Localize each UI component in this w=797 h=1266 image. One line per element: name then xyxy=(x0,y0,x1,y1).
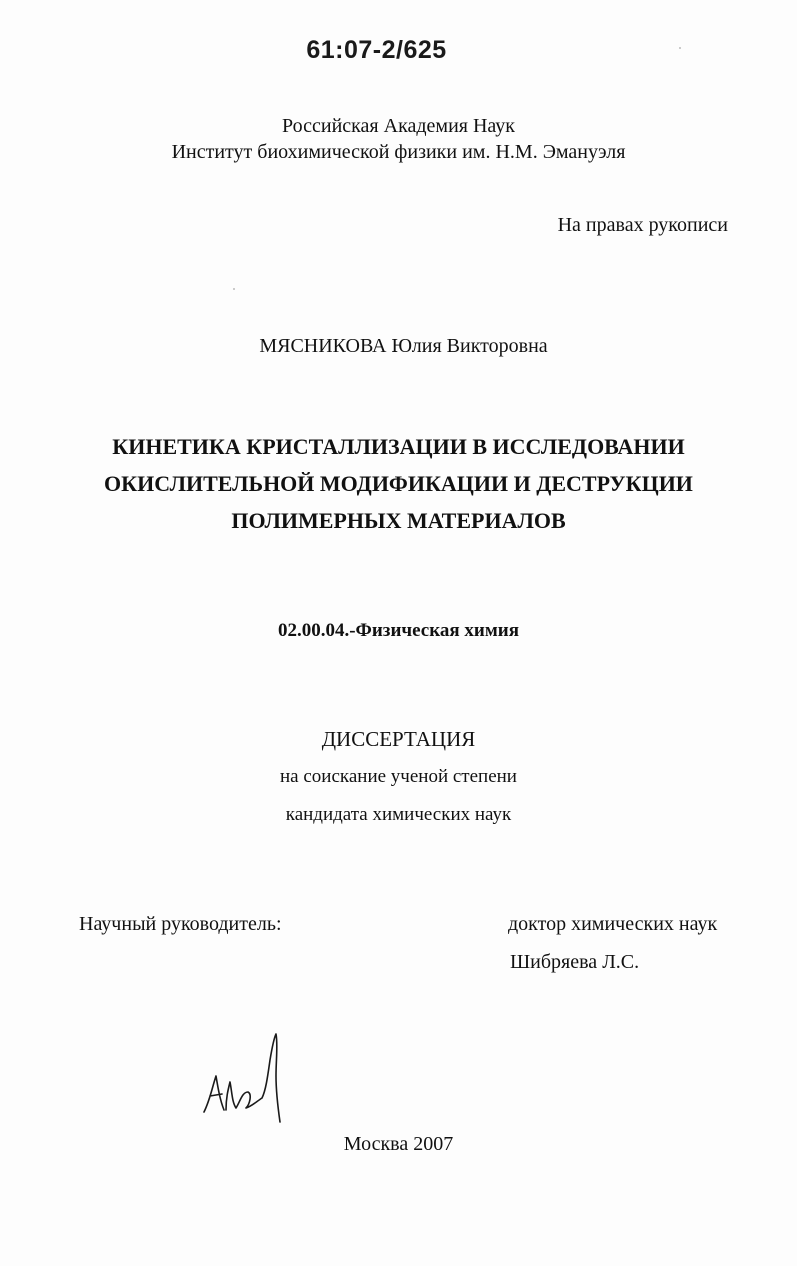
dissertation-title xyxy=(0,428,797,539)
supervisor-academic-title: доктор химических наук xyxy=(508,913,718,935)
degree-line-1: на соискание ученой степени xyxy=(280,766,517,787)
author-name-text: МЯСНИКОВА Юлия Викторовна xyxy=(259,335,548,357)
scan-speck xyxy=(233,288,235,290)
organization-line-2: Институт биохимической физики им. Н.М. Эмануэля xyxy=(171,141,626,163)
title-line-3: ПОЛИМЕРНЫХ МАТЕРИАЛОВ xyxy=(231,508,566,533)
supervisor-label: Научный руководитель: xyxy=(79,913,282,935)
rights-notice: На правах рукописи xyxy=(557,214,728,236)
specialty-code: 02.00.04.-Физическая химия xyxy=(277,620,520,641)
supervisor-name: Шибряева Л.С. xyxy=(510,951,640,973)
stamp-number-text: 61:07-2/625 xyxy=(306,36,447,64)
title-line-2: ОКИСЛИТЕЛЬНОЙ МОДИФИКАЦИИ И ДЕСТРУКЦИИ xyxy=(104,471,693,496)
handwritten-signature xyxy=(196,1030,288,1126)
author-name xyxy=(0,335,797,358)
archive-stamp-number xyxy=(0,36,797,65)
city-and-year: Москва 2007 xyxy=(343,1133,454,1155)
organization-line-1: Российская Академия Наук xyxy=(281,115,516,137)
document-type: ДИССЕРТАЦИЯ xyxy=(321,727,476,751)
scan-speck xyxy=(679,47,681,49)
degree-line-2: кандидата химических наук xyxy=(285,804,512,825)
title-line-1: КИНЕТИКА КРИСТАЛЛИЗАЦИИ В ИССЛЕДОВАНИИ xyxy=(112,434,685,459)
